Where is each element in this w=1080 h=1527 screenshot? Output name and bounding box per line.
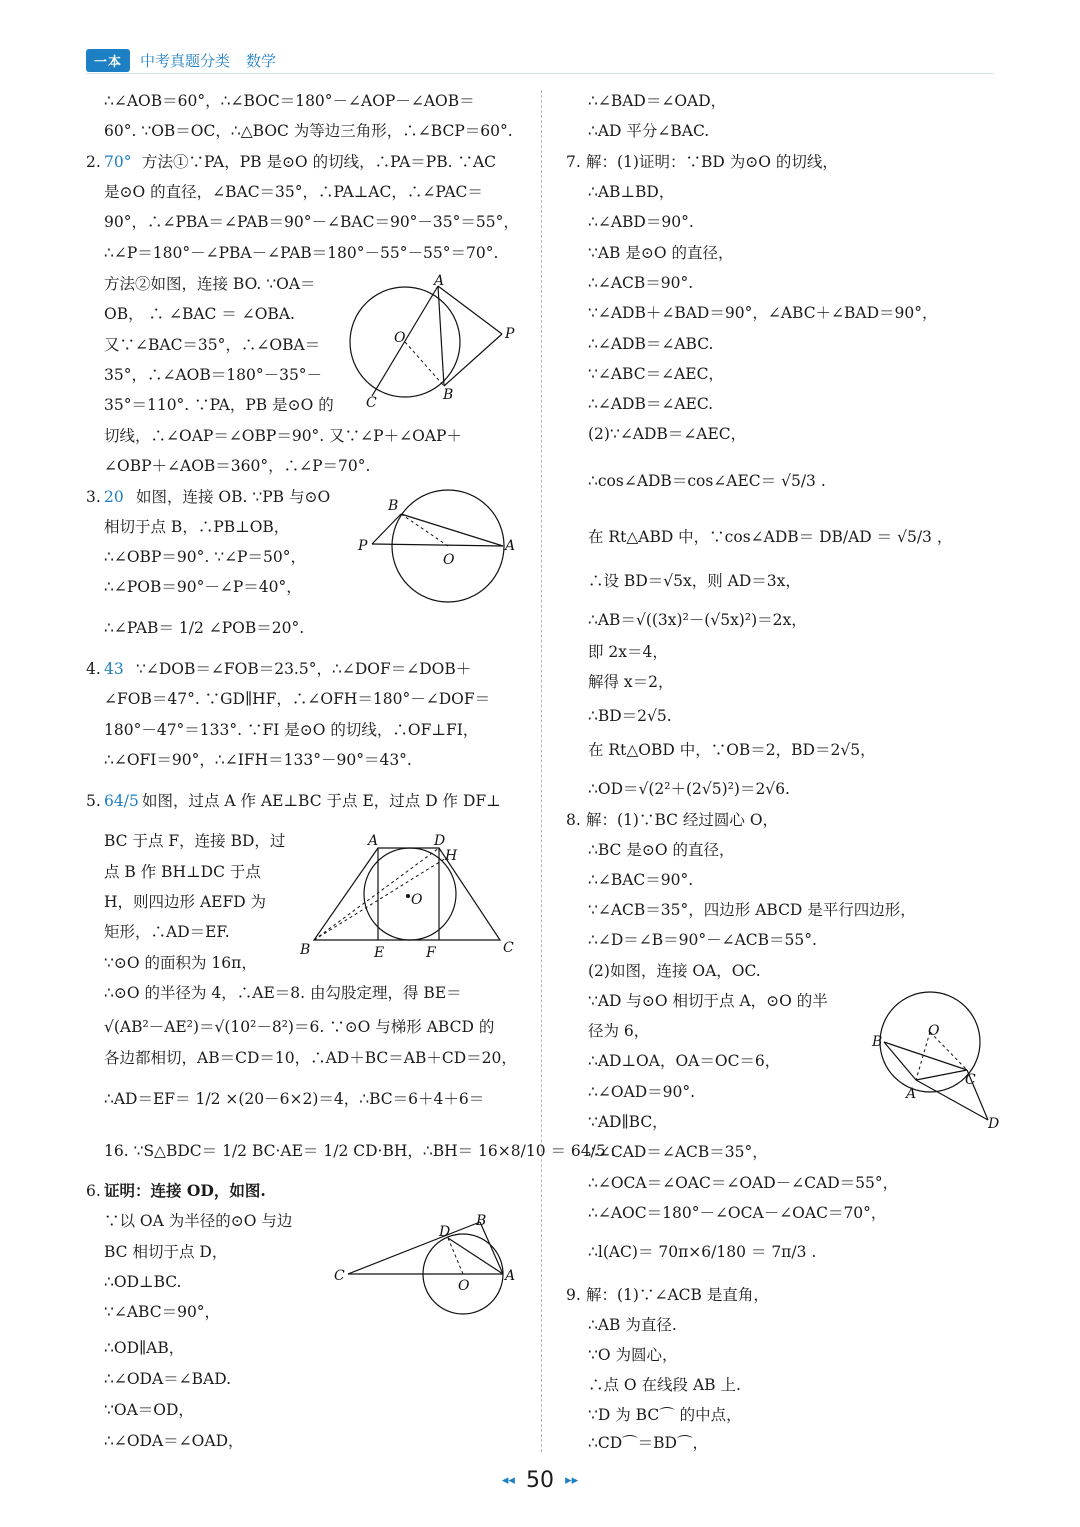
text-line: H，则四边形 AEFD 为 — [104, 893, 267, 911]
text-line: 方法①∵PA，PB 是⊙O 的切线，∴PA＝PB. ∵AC — [142, 153, 496, 171]
fig-label: A — [434, 273, 445, 289]
text-line: ∵D 为 BC⌒ 的中点， — [588, 1406, 742, 1424]
text-line: ∴⊙O 的半径为 4，∴AE＝8. 由勾股定理，得 BE＝ — [104, 984, 462, 1002]
text-line: ∴∠P＝180°－∠PBA－∠PAB＝180°－55°－55°＝70°. — [104, 244, 499, 262]
brand-logo: 一本 — [86, 49, 130, 72]
fig-label: B — [476, 1213, 487, 1229]
fig-label: B — [872, 1034, 883, 1050]
fig-label: A — [368, 833, 379, 849]
text-line: 解：(1)证明：∵BD 为⊙O 的切线， — [586, 153, 838, 171]
text-line: 方法②如图，连接 BO. ∵OA＝ — [104, 275, 316, 293]
text-line: 即 2x＝4， — [588, 643, 668, 661]
text-line: 各边都相切，AB＝CD＝10，∴AD＋BC＝AB＋CD＝20， — [104, 1049, 517, 1067]
text-line: 解：(1)∵BC 经过圆心 O， — [586, 811, 779, 829]
text-line: 如图，连接 OB. ∵PB 与⊙O — [136, 488, 331, 506]
fig-label: P — [358, 538, 368, 554]
text-line: ∴∠ABD＝90°. — [588, 213, 694, 231]
question-3-answer: 20 — [104, 488, 124, 506]
question-8-number: 8. — [566, 811, 581, 829]
fig-label: E — [374, 945, 385, 961]
text-line: ∴∠CAD＝∠ACB＝35°， — [588, 1143, 768, 1161]
text-line: ∵O 为圆心， — [588, 1346, 678, 1364]
text-line: ∵∠ABC＝∠AEC， — [588, 365, 724, 383]
text-line: ∴∠D＝∠B＝90°－∠ACB＝55°. — [588, 931, 817, 949]
text-line: ∴∠OFI＝90°，∴∠IFH＝133°－90°＝43°. — [104, 751, 412, 769]
text-line: OB， ∴ ∠BAC ＝ ∠OBA. — [104, 305, 295, 323]
text-line: ∵AD 与⊙O 相切于点 A，⊙O 的半 — [588, 992, 828, 1010]
text-line: 90°，∴∠PBA＝∠PAB＝90°－∠BAC＝90°－35°＝55°， — [104, 213, 519, 231]
text-line: ∵∠ABC＝90°， — [104, 1303, 221, 1321]
text-line: 180°－47°＝133°. ∵FI 是⊙O 的切线，∴OF⊥FI， — [104, 721, 479, 739]
figure-q8 — [868, 986, 1008, 1136]
fig-label: B — [300, 942, 311, 958]
question-5-answer: 64/5 — [104, 792, 139, 810]
text-line: ∴OD∥AB， — [104, 1339, 185, 1357]
subject-label: 数学 — [246, 51, 277, 70]
fig-label: D — [988, 1116, 1000, 1132]
text-line: ∴∠BAC＝90°. — [588, 871, 694, 889]
question-2-answer: 70° — [104, 153, 132, 171]
fig-label: C — [334, 1268, 345, 1284]
text-line: 径为 6， — [588, 1022, 650, 1040]
figure-q5 — [296, 830, 521, 965]
text-line: ∴∠BAD＝∠OAD， — [588, 92, 727, 110]
fig-label: C — [366, 395, 377, 411]
text-line: ∴∠ODA＝∠BAD. — [104, 1370, 232, 1388]
text-line: 解得 x＝2， — [588, 673, 674, 691]
fig-label: H — [445, 848, 458, 864]
text-line: 相切于点 B，∴PB⊥OB， — [104, 518, 290, 536]
fig-label: D — [439, 1224, 451, 1240]
text-line: ∵OA＝OD， — [104, 1401, 194, 1419]
question-4-answer: 43 — [104, 660, 124, 678]
text-line: ∴CD⌒＝BD⌒， — [588, 1434, 708, 1452]
text-line: ∴∠ACB＝90°. — [588, 274, 694, 292]
fig-label: A — [906, 1086, 917, 1102]
text-line: BC 于点 F，连接 BD，过 — [104, 832, 286, 850]
text-line: ∵以 OA 为半径的⊙O 与边 — [104, 1212, 293, 1230]
text-line: ∠FOB＝47°. ∵GD∥HF，∴∠OFH＝180°－∠DOF＝ — [104, 690, 491, 708]
text-line: ∴∠OCA＝∠OAC＝∠OAD－∠CAD＝55°， — [588, 1174, 899, 1192]
fig-label: O — [458, 1278, 470, 1294]
text-line: ∵AD∥BC， — [588, 1113, 668, 1131]
text-line: ∴AB＝√((3x)²－(√5x)²)＝2x， — [588, 611, 807, 629]
text-line: ∴∠ADB＝∠AEC. — [588, 395, 714, 413]
fig-label: B — [443, 387, 454, 403]
question-2-number: 2. — [86, 153, 101, 171]
text-line: 矩形，∴AD＝EF. — [104, 923, 230, 941]
text-line: 60°. ∵OB＝OC，∴△BOC 为等边三角形，∴∠BCP＝60°. — [104, 122, 513, 140]
fig-label: B — [388, 498, 399, 514]
text-line: ∴∠POB＝90°－∠P＝40°， — [104, 578, 302, 596]
text-line: ∴OD＝√(2²＋(2√5)²)＝2√6. — [588, 780, 790, 798]
fig-label: O — [394, 330, 406, 346]
text-line: ∵⊙O 的面积为 16π， — [104, 954, 257, 972]
fig-label: A — [505, 1268, 516, 1284]
question-6-number: 6. — [86, 1182, 101, 1200]
text-line: ∴cos∠ADB＝cos∠AEC＝ √5/3 . — [588, 472, 826, 490]
page-footer — [0, 1468, 1080, 1493]
text-line: ∴点 O 在线段 AB 上. — [588, 1376, 741, 1394]
text-line: ∴∠PAB＝ 1/2 ∠POB＝20°. — [104, 619, 305, 637]
question-7-number: 7. — [566, 153, 581, 171]
text-line: ∴AD⊥OA，OA＝OC＝6， — [588, 1052, 781, 1070]
fig-label: C — [503, 940, 514, 956]
figure-q2 — [340, 272, 530, 412]
text-line: ∠OBP＋∠AOB＝360°，∴∠P＝70°. — [104, 457, 371, 475]
fig-label: O — [443, 552, 455, 568]
text-line: √(AB²－AE²)＝√(10²－8²)＝6. ∵⊙O 与梯形 ABCD 的 — [104, 1018, 495, 1036]
text-line: 是⊙O 的直径，∠BAC＝35°，∴PA⊥AC，∴∠PAC＝ — [104, 183, 483, 201]
text-line: ∴∠OBP＝90°. ∵∠P＝50°， — [104, 548, 306, 566]
fig-label: O — [411, 892, 423, 908]
text-line: (2)∵∠ADB＝∠AEC， — [588, 425, 747, 443]
text-line: ∴AB⊥BD， — [588, 183, 675, 201]
text-line: ∴∠ADB＝∠ABC. — [588, 335, 714, 353]
text-line: 又∵∠BAC＝35°，∴∠OBA＝ — [104, 336, 321, 354]
next-page-icon[interactable]: ▸▸ — [565, 1473, 579, 1488]
text-line: 35°＝110°. ∵PA，PB 是⊙O 的 — [104, 396, 334, 414]
fig-label: O — [928, 1023, 940, 1039]
text-line: BC 相切于点 D， — [104, 1243, 228, 1261]
text-line: ∴BC 是⊙O 的直径， — [588, 841, 735, 859]
text-line: 证明：连接 OD，如图. — [104, 1181, 266, 1200]
question-3-number: 3. — [86, 488, 101, 506]
text-line: 如图，过点 A 作 AE⊥BC 于点 E，过点 D 作 DF⊥ — [142, 792, 501, 810]
text-line: 35°，∴∠AOB＝180°－35°－ — [104, 366, 323, 384]
column-divider — [541, 90, 542, 1452]
text-line: ∴∠AOB＝60°，∴∠BOC＝180°－∠AOP－∠AOB＝ — [104, 92, 475, 110]
fig-label: C — [965, 1072, 976, 1088]
text-line: ∵∠ADB＋∠BAD＝90°，∠ABC＋∠BAD＝90°， — [588, 304, 938, 322]
text-line: 解：(1)∵∠ACB 是直角， — [586, 1286, 769, 1304]
text-line: ∴BD＝2√5. — [588, 707, 672, 725]
figure-q6 — [330, 1212, 525, 1322]
question-4-number: 4. — [86, 660, 101, 678]
fig-label: D — [434, 833, 446, 849]
text-line: ∵AB 是⊙O 的直径， — [588, 244, 734, 262]
text-line: (2)如图，连接 OA，OC. — [588, 962, 761, 980]
prev-page-icon[interactable]: ◂◂ — [501, 1473, 515, 1488]
question-9-number: 9. — [566, 1286, 581, 1304]
book-title: 中考真题分类 — [140, 51, 231, 70]
text-line: ∵∠ACB＝35°，四边形 ABCD 是平行四边形， — [588, 901, 916, 919]
page-number: 50 — [526, 1468, 554, 1493]
text-line: ∴设 BD＝√5x，则 AD＝3x， — [588, 572, 801, 590]
text-line: ∴AD 平分∠BAC. — [588, 122, 710, 140]
text-line: ∵∠DOB＝∠FOB＝23.5°，∴∠DOF＝∠DOB＋ — [136, 660, 472, 678]
header-divider — [86, 73, 994, 74]
fig-label: A — [505, 538, 516, 554]
text-line: 切线，∴∠OAP＝∠OBP＝90°. 又∵∠P＋∠OAP＋ — [104, 427, 462, 445]
text-line: 在 Rt△OBD 中，∵OB＝2，BD＝2√5， — [588, 741, 876, 759]
figure-q3 — [355, 486, 525, 611]
text-line: 16. ∵S△BDC＝ 1/2 BC·AE＝ 1/2 CD·BH，∴BH＝ 16×8/10 ＝ 64/5 . — [104, 1142, 616, 1160]
text-line: 在 Rt△ABD 中，∵cos∠ADB＝ DB/AD ＝ √5/3 ， — [588, 528, 953, 546]
text-line: ∴∠AOC＝180°－∠OCA－∠OAC＝70°， — [588, 1204, 887, 1222]
text-line: ∴∠OAD＝90°. — [588, 1083, 696, 1101]
text-line: ∴∠ODA＝∠OAD， — [104, 1432, 244, 1450]
page-header — [86, 48, 276, 72]
text-line: ∴AB 为直径. — [588, 1316, 677, 1334]
text-line: ∴OD⊥BC. — [104, 1273, 182, 1291]
fig-label: P — [505, 326, 515, 342]
text-line: 点 B 作 BH⊥DC 于点 — [104, 863, 261, 881]
text-line: ∴l(AC)＝ 70π×6/180 ＝ 7π/3 . — [588, 1243, 817, 1261]
text-line: ∴AD＝EF＝ 1/2 ×(20－6×2)＝4，∴BC＝6＋4＋6＝ — [104, 1090, 485, 1108]
question-5-number: 5. — [86, 792, 101, 810]
fig-label: F — [426, 945, 436, 961]
